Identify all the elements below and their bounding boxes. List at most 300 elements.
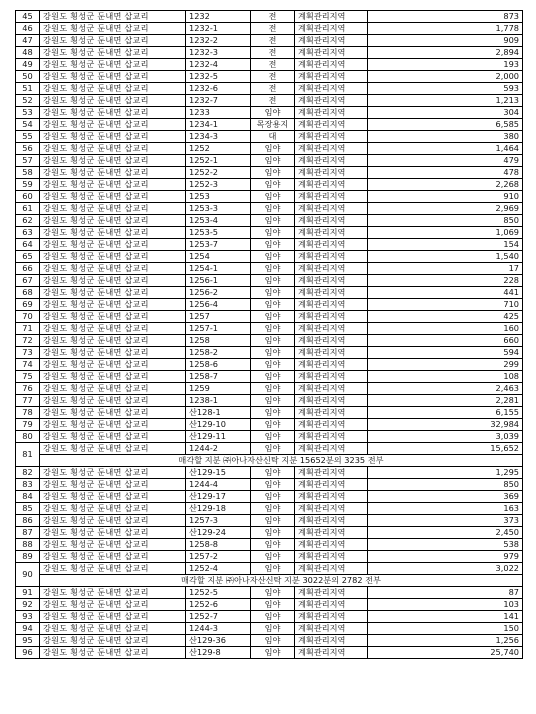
area-cell: 979 bbox=[368, 551, 523, 563]
address-cell: 강원도 횡성군 둔내면 삽교리 bbox=[40, 227, 186, 239]
area-cell: 1,256 bbox=[368, 635, 523, 647]
zoning-cell: 계획관리지역 bbox=[295, 551, 368, 563]
address-cell: 강원도 횡성군 둔내면 삽교리 bbox=[40, 431, 186, 443]
land-category-cell: 임야 bbox=[251, 227, 295, 239]
row-number-cell: 84 bbox=[16, 491, 40, 503]
table-row bbox=[16, 143, 523, 155]
address-cell: 강원도 횡성군 둔내면 삽교리 bbox=[40, 215, 186, 227]
land-category-cell: 전 bbox=[251, 71, 295, 83]
table-row bbox=[16, 623, 523, 635]
lot-number-cell: 1233 bbox=[186, 107, 251, 119]
zoning-cell: 계획관리지역 bbox=[295, 371, 368, 383]
address-cell: 강원도 횡성군 둔내면 삽교리 bbox=[40, 59, 186, 71]
area-cell: 3,039 bbox=[368, 431, 523, 443]
land-category-cell: 임야 bbox=[251, 323, 295, 335]
area-cell: 25,740 bbox=[368, 647, 523, 659]
table-row bbox=[16, 431, 523, 443]
area-cell: 103 bbox=[368, 599, 523, 611]
address-cell: 강원도 횡성군 둔내면 삽교리 bbox=[40, 263, 186, 275]
area-cell: 1,778 bbox=[368, 23, 523, 35]
lot-number-cell: 1252 bbox=[186, 143, 251, 155]
zoning-cell: 계획관리지역 bbox=[295, 179, 368, 191]
lot-number-cell: 1232 bbox=[186, 11, 251, 23]
lot-number-cell: 1232-5 bbox=[186, 71, 251, 83]
land-category-cell: 임야 bbox=[251, 623, 295, 635]
land-category-cell: 임야 bbox=[251, 239, 295, 251]
lot-number-cell: 1259 bbox=[186, 383, 251, 395]
lot-number-cell: 1252-3 bbox=[186, 179, 251, 191]
table-row bbox=[16, 11, 523, 23]
address-cell: 강원도 횡성군 둔내면 삽교리 bbox=[40, 35, 186, 47]
lot-number-cell: 산129-11 bbox=[186, 431, 251, 443]
address-cell: 강원도 횡성군 둔내면 삽교리 bbox=[40, 23, 186, 35]
table-row bbox=[16, 407, 523, 419]
lot-number-cell: 1232-6 bbox=[186, 83, 251, 95]
area-cell: 593 bbox=[368, 83, 523, 95]
table-row bbox=[16, 95, 523, 107]
land-category-cell: 임야 bbox=[251, 635, 295, 647]
land-category-cell: 임야 bbox=[251, 287, 295, 299]
row-number-cell: 53 bbox=[16, 107, 40, 119]
table-row bbox=[16, 491, 523, 503]
land-category-cell: 임야 bbox=[251, 515, 295, 527]
row-number-cell: 64 bbox=[16, 239, 40, 251]
area-cell: 150 bbox=[368, 623, 523, 635]
row-number-cell: 94 bbox=[16, 623, 40, 635]
area-cell: 2,969 bbox=[368, 203, 523, 215]
lot-number-cell: 1256-4 bbox=[186, 299, 251, 311]
area-cell: 193 bbox=[368, 59, 523, 71]
address-cell: 강원도 횡성군 둔내면 삽교리 bbox=[40, 383, 186, 395]
land-category-cell: 임야 bbox=[251, 155, 295, 167]
zoning-cell: 계획관리지역 bbox=[295, 83, 368, 95]
lot-number-cell: 1244-3 bbox=[186, 623, 251, 635]
table-row bbox=[16, 227, 523, 239]
area-cell: 154 bbox=[368, 239, 523, 251]
table-row bbox=[16, 443, 523, 455]
table-row bbox=[16, 23, 523, 35]
land-category-cell: 전 bbox=[251, 11, 295, 23]
row-number-cell: 90 bbox=[16, 563, 40, 587]
table-row bbox=[16, 167, 523, 179]
zoning-cell: 계획관리지역 bbox=[295, 563, 368, 575]
land-category-cell: 전 bbox=[251, 23, 295, 35]
lot-number-cell: 1252-4 bbox=[186, 563, 251, 575]
land-category-cell: 임야 bbox=[251, 275, 295, 287]
area-cell: 2,281 bbox=[368, 395, 523, 407]
address-cell: 강원도 횡성군 둔내면 삽교리 bbox=[40, 299, 186, 311]
land-category-cell: 전 bbox=[251, 35, 295, 47]
row-number-cell: 82 bbox=[16, 467, 40, 479]
land-category-cell: 임야 bbox=[251, 251, 295, 263]
row-number-cell: 60 bbox=[16, 191, 40, 203]
row-number-cell: 75 bbox=[16, 371, 40, 383]
lot-number-cell: 산129-36 bbox=[186, 635, 251, 647]
land-category-cell: 임야 bbox=[251, 479, 295, 491]
land-parcel-table-body bbox=[16, 11, 523, 659]
address-cell: 강원도 횡성군 둔내면 삽교리 bbox=[40, 83, 186, 95]
table-row bbox=[16, 647, 523, 659]
row-number-cell: 80 bbox=[16, 431, 40, 443]
address-cell: 강원도 횡성군 둔내면 삽교리 bbox=[40, 287, 186, 299]
address-cell: 강원도 횡성군 둔내면 삽교리 bbox=[40, 395, 186, 407]
area-cell: 17 bbox=[368, 263, 523, 275]
zoning-cell: 계획관리지역 bbox=[295, 35, 368, 47]
lot-number-cell: 1254 bbox=[186, 251, 251, 263]
land-category-cell: 임야 bbox=[251, 167, 295, 179]
row-number-cell: 81 bbox=[16, 443, 40, 467]
lot-number-cell: 1252-5 bbox=[186, 587, 251, 599]
zoning-cell: 계획관리지역 bbox=[295, 647, 368, 659]
table-row bbox=[16, 47, 523, 59]
land-category-cell: 임야 bbox=[251, 527, 295, 539]
zoning-cell: 계획관리지역 bbox=[295, 323, 368, 335]
address-cell: 강원도 횡성군 둔내면 삽교리 bbox=[40, 539, 186, 551]
row-number-cell: 67 bbox=[16, 275, 40, 287]
row-number-cell: 71 bbox=[16, 323, 40, 335]
zoning-cell: 계획관리지역 bbox=[295, 95, 368, 107]
area-cell: 3,022 bbox=[368, 563, 523, 575]
area-cell: 441 bbox=[368, 287, 523, 299]
table-row bbox=[16, 359, 523, 371]
share-note-text: 매각할 지분 ㈜아나자산신탁 지분 15652분의 3235 전부 bbox=[40, 455, 523, 467]
table-row bbox=[16, 395, 523, 407]
table-row bbox=[16, 239, 523, 251]
zoning-cell: 계획관리지역 bbox=[295, 419, 368, 431]
zoning-cell: 계획관리지역 bbox=[295, 539, 368, 551]
zoning-cell: 계획관리지역 bbox=[295, 311, 368, 323]
address-cell: 강원도 횡성군 둔내면 삽교리 bbox=[40, 143, 186, 155]
zoning-cell: 계획관리지역 bbox=[295, 407, 368, 419]
lot-number-cell: 1252-6 bbox=[186, 599, 251, 611]
area-cell: 660 bbox=[368, 335, 523, 347]
address-cell: 강원도 횡성군 둔내면 삽교리 bbox=[40, 95, 186, 107]
land-category-cell: 임야 bbox=[251, 335, 295, 347]
row-number-cell: 47 bbox=[16, 35, 40, 47]
table-row bbox=[16, 287, 523, 299]
row-number-cell: 68 bbox=[16, 287, 40, 299]
zoning-cell: 계획관리지역 bbox=[295, 71, 368, 83]
address-cell: 강원도 횡성군 둔내면 삽교리 bbox=[40, 551, 186, 563]
zoning-cell: 계획관리지역 bbox=[295, 635, 368, 647]
zoning-cell: 계획관리지역 bbox=[295, 479, 368, 491]
land-category-cell: 임야 bbox=[251, 647, 295, 659]
zoning-cell: 계획관리지역 bbox=[295, 383, 368, 395]
lot-number-cell: 1252-2 bbox=[186, 167, 251, 179]
area-cell: 163 bbox=[368, 503, 523, 515]
table-row bbox=[16, 311, 523, 323]
land-category-cell: 임야 bbox=[251, 191, 295, 203]
area-cell: 228 bbox=[368, 275, 523, 287]
area-cell: 380 bbox=[368, 131, 523, 143]
lot-number-cell: 1258-2 bbox=[186, 347, 251, 359]
address-cell: 강원도 횡성군 둔내면 삽교리 bbox=[40, 347, 186, 359]
area-cell: 2,894 bbox=[368, 47, 523, 59]
address-cell: 강원도 횡성군 둔내면 삽교리 bbox=[40, 407, 186, 419]
lot-number-cell: 1234-3 bbox=[186, 131, 251, 143]
area-cell: 2,268 bbox=[368, 179, 523, 191]
area-cell: 478 bbox=[368, 167, 523, 179]
lot-number-cell: 1238-1 bbox=[186, 395, 251, 407]
table-row bbox=[16, 203, 523, 215]
zoning-cell: 계획관리지역 bbox=[295, 431, 368, 443]
row-number-cell: 45 bbox=[16, 11, 40, 23]
land-category-cell: 대 bbox=[251, 131, 295, 143]
zoning-cell: 계획관리지역 bbox=[295, 215, 368, 227]
table-row bbox=[16, 107, 523, 119]
land-category-cell: 임야 bbox=[251, 359, 295, 371]
area-cell: 6,155 bbox=[368, 407, 523, 419]
zoning-cell: 계획관리지역 bbox=[295, 119, 368, 131]
row-number-cell: 49 bbox=[16, 59, 40, 71]
row-number-cell: 54 bbox=[16, 119, 40, 131]
table-row bbox=[16, 263, 523, 275]
table-row bbox=[16, 251, 523, 263]
zoning-cell: 계획관리지역 bbox=[295, 443, 368, 455]
lot-number-cell: 1232-1 bbox=[186, 23, 251, 35]
row-number-cell: 51 bbox=[16, 83, 40, 95]
zoning-cell: 계획관리지역 bbox=[295, 347, 368, 359]
row-number-cell: 61 bbox=[16, 203, 40, 215]
land-category-cell: 임야 bbox=[251, 599, 295, 611]
address-cell: 강원도 횡성군 둔내면 삽교리 bbox=[40, 491, 186, 503]
row-number-cell: 83 bbox=[16, 479, 40, 491]
lot-number-cell: 1253-7 bbox=[186, 239, 251, 251]
area-cell: 1,295 bbox=[368, 467, 523, 479]
address-cell: 강원도 횡성군 둔내면 삽교리 bbox=[40, 131, 186, 143]
address-cell: 강원도 횡성군 둔내면 삽교리 bbox=[40, 155, 186, 167]
area-cell: 850 bbox=[368, 479, 523, 491]
lot-number-cell: 1254-1 bbox=[186, 263, 251, 275]
table-row bbox=[16, 323, 523, 335]
table-row bbox=[16, 599, 523, 611]
zoning-cell: 계획관리지역 bbox=[295, 107, 368, 119]
area-cell: 87 bbox=[368, 587, 523, 599]
table-row bbox=[16, 551, 523, 563]
zoning-cell: 계획관리지역 bbox=[295, 611, 368, 623]
area-cell: 1,464 bbox=[368, 143, 523, 155]
row-number-cell: 78 bbox=[16, 407, 40, 419]
land-category-cell: 임야 bbox=[251, 311, 295, 323]
address-cell: 강원도 횡성군 둔내면 삽교리 bbox=[40, 503, 186, 515]
address-cell: 강원도 횡성군 둔내면 삽교리 bbox=[40, 647, 186, 659]
area-cell: 538 bbox=[368, 539, 523, 551]
land-category-cell: 임야 bbox=[251, 179, 295, 191]
area-cell: 15,652 bbox=[368, 443, 523, 455]
land-category-cell: 전 bbox=[251, 47, 295, 59]
zoning-cell: 계획관리지역 bbox=[295, 47, 368, 59]
address-cell: 강원도 횡성군 둔내면 삽교리 bbox=[40, 275, 186, 287]
land-category-cell: 임야 bbox=[251, 107, 295, 119]
row-number-cell: 92 bbox=[16, 599, 40, 611]
zoning-cell: 계획관리지역 bbox=[295, 131, 368, 143]
table-row bbox=[16, 275, 523, 287]
table-row bbox=[16, 347, 523, 359]
address-cell: 강원도 횡성군 둔내면 삽교리 bbox=[40, 611, 186, 623]
lot-number-cell: 1253 bbox=[186, 191, 251, 203]
table-row bbox=[16, 131, 523, 143]
lot-number-cell: 1252-7 bbox=[186, 611, 251, 623]
row-number-cell: 59 bbox=[16, 179, 40, 191]
row-number-cell: 70 bbox=[16, 311, 40, 323]
land-category-cell: 임야 bbox=[251, 419, 295, 431]
zoning-cell: 계획관리지역 bbox=[295, 239, 368, 251]
address-cell: 강원도 횡성군 둔내면 삽교리 bbox=[40, 251, 186, 263]
area-cell: 2,450 bbox=[368, 527, 523, 539]
row-number-cell: 87 bbox=[16, 527, 40, 539]
row-number-cell: 52 bbox=[16, 95, 40, 107]
address-cell: 강원도 횡성군 둔내면 삽교리 bbox=[40, 119, 186, 131]
address-cell: 강원도 횡성군 둔내면 삽교리 bbox=[40, 11, 186, 23]
zoning-cell: 계획관리지역 bbox=[295, 467, 368, 479]
area-cell: 369 bbox=[368, 491, 523, 503]
address-cell: 강원도 횡성군 둔내면 삽교리 bbox=[40, 179, 186, 191]
table-row bbox=[16, 503, 523, 515]
row-number-cell: 48 bbox=[16, 47, 40, 59]
area-cell: 910 bbox=[368, 191, 523, 203]
lot-number-cell: 1234-1 bbox=[186, 119, 251, 131]
address-cell: 강원도 횡성군 둔내면 삽교리 bbox=[40, 311, 186, 323]
land-category-cell: 임야 bbox=[251, 563, 295, 575]
lot-number-cell: 1256-1 bbox=[186, 275, 251, 287]
land-category-cell: 전 bbox=[251, 59, 295, 71]
address-cell: 강원도 횡성군 둔내면 삽교리 bbox=[40, 203, 186, 215]
lot-number-cell: 1257-1 bbox=[186, 323, 251, 335]
zoning-cell: 계획관리지역 bbox=[295, 599, 368, 611]
row-number-cell: 86 bbox=[16, 515, 40, 527]
address-cell: 강원도 횡성군 둔내면 삽교리 bbox=[40, 107, 186, 119]
row-number-cell: 79 bbox=[16, 419, 40, 431]
land-category-cell: 임야 bbox=[251, 395, 295, 407]
row-number-cell: 69 bbox=[16, 299, 40, 311]
area-cell: 594 bbox=[368, 347, 523, 359]
table-row bbox=[16, 191, 523, 203]
zoning-cell: 계획관리지역 bbox=[295, 515, 368, 527]
lot-number-cell: 1232-7 bbox=[186, 95, 251, 107]
land-category-cell: 임야 bbox=[251, 503, 295, 515]
row-number-cell: 95 bbox=[16, 635, 40, 647]
lot-number-cell: 1253-4 bbox=[186, 215, 251, 227]
address-cell: 강원도 횡성군 둔내면 삽교리 bbox=[40, 635, 186, 647]
table-row bbox=[16, 611, 523, 623]
row-number-cell: 66 bbox=[16, 263, 40, 275]
area-cell: 710 bbox=[368, 299, 523, 311]
lot-number-cell: 1252-1 bbox=[186, 155, 251, 167]
lot-number-cell: 1258-7 bbox=[186, 371, 251, 383]
land-category-cell: 임야 bbox=[251, 143, 295, 155]
table-row bbox=[16, 383, 523, 395]
zoning-cell: 계획관리지역 bbox=[295, 359, 368, 371]
row-number-cell: 93 bbox=[16, 611, 40, 623]
zoning-cell: 계획관리지역 bbox=[295, 191, 368, 203]
lot-number-cell: 1258 bbox=[186, 335, 251, 347]
zoning-cell: 계획관리지역 bbox=[295, 143, 368, 155]
area-cell: 1,540 bbox=[368, 251, 523, 263]
lot-number-cell: 1258-6 bbox=[186, 359, 251, 371]
table-row bbox=[16, 119, 523, 131]
area-cell: 6,585 bbox=[368, 119, 523, 131]
lot-number-cell: 산129-10 bbox=[186, 419, 251, 431]
address-cell: 강원도 횡성군 둔내면 삽교리 bbox=[40, 239, 186, 251]
row-number-cell: 63 bbox=[16, 227, 40, 239]
area-cell: 479 bbox=[368, 155, 523, 167]
table-row bbox=[16, 635, 523, 647]
table-row bbox=[16, 419, 523, 431]
zoning-cell: 계획관리지역 bbox=[295, 491, 368, 503]
lot-number-cell: 1257 bbox=[186, 311, 251, 323]
area-cell: 141 bbox=[368, 611, 523, 623]
area-cell: 909 bbox=[368, 35, 523, 47]
zoning-cell: 계획관리지역 bbox=[295, 263, 368, 275]
area-cell: 425 bbox=[368, 311, 523, 323]
table-row bbox=[16, 155, 523, 167]
table-row bbox=[16, 539, 523, 551]
land-category-cell: 목장용지 bbox=[251, 119, 295, 131]
area-cell: 32,984 bbox=[368, 419, 523, 431]
land-category-cell: 임야 bbox=[251, 611, 295, 623]
table-row bbox=[16, 59, 523, 71]
zoning-cell: 계획관리지역 bbox=[295, 335, 368, 347]
row-number-cell: 62 bbox=[16, 215, 40, 227]
lot-number-cell: 1253-3 bbox=[186, 203, 251, 215]
lot-number-cell: 1258-8 bbox=[186, 539, 251, 551]
land-category-cell: 임야 bbox=[251, 443, 295, 455]
lot-number-cell: 산129-24 bbox=[186, 527, 251, 539]
table-row bbox=[16, 371, 523, 383]
table-row bbox=[16, 467, 523, 479]
land-category-cell: 임야 bbox=[251, 371, 295, 383]
row-number-cell: 56 bbox=[16, 143, 40, 155]
table-row bbox=[16, 179, 523, 191]
area-cell: 2,000 bbox=[368, 71, 523, 83]
zoning-cell: 계획관리지역 bbox=[295, 227, 368, 239]
land-category-cell: 전 bbox=[251, 95, 295, 107]
share-note-text: 매각할 지분 ㈜아나자산신탁 지분 3022분의 2782 전부 bbox=[40, 575, 523, 587]
row-number-cell: 65 bbox=[16, 251, 40, 263]
lot-number-cell: 산129-18 bbox=[186, 503, 251, 515]
row-number-cell: 88 bbox=[16, 539, 40, 551]
land-category-cell: 임야 bbox=[251, 539, 295, 551]
row-number-cell: 55 bbox=[16, 131, 40, 143]
row-number-cell: 96 bbox=[16, 647, 40, 659]
row-number-cell: 85 bbox=[16, 503, 40, 515]
row-number-cell: 58 bbox=[16, 167, 40, 179]
zoning-cell: 계획관리지역 bbox=[295, 155, 368, 167]
address-cell: 강원도 횡성군 둔내면 삽교리 bbox=[40, 587, 186, 599]
table-row bbox=[16, 35, 523, 47]
lot-number-cell: 1257-2 bbox=[186, 551, 251, 563]
land-category-cell: 임야 bbox=[251, 467, 295, 479]
address-cell: 강원도 횡성군 둔내면 삽교리 bbox=[40, 563, 186, 575]
lot-number-cell: 1244-2 bbox=[186, 443, 251, 455]
zoning-cell: 계획관리지역 bbox=[295, 587, 368, 599]
table-row bbox=[16, 527, 523, 539]
lot-number-cell: 1257-3 bbox=[186, 515, 251, 527]
lot-number-cell: 산129-15 bbox=[186, 467, 251, 479]
table-row bbox=[16, 215, 523, 227]
zoning-cell: 계획관리지역 bbox=[295, 167, 368, 179]
table-row bbox=[16, 299, 523, 311]
row-number-cell: 74 bbox=[16, 359, 40, 371]
zoning-cell: 계획관리지역 bbox=[295, 251, 368, 263]
zoning-cell: 계획관리지역 bbox=[295, 275, 368, 287]
land-category-cell: 임야 bbox=[251, 215, 295, 227]
lot-number-cell: 산128-1 bbox=[186, 407, 251, 419]
lot-number-cell: 1256-2 bbox=[186, 287, 251, 299]
row-number-cell: 72 bbox=[16, 335, 40, 347]
land-category-cell: 임야 bbox=[251, 299, 295, 311]
zoning-cell: 계획관리지역 bbox=[295, 503, 368, 515]
